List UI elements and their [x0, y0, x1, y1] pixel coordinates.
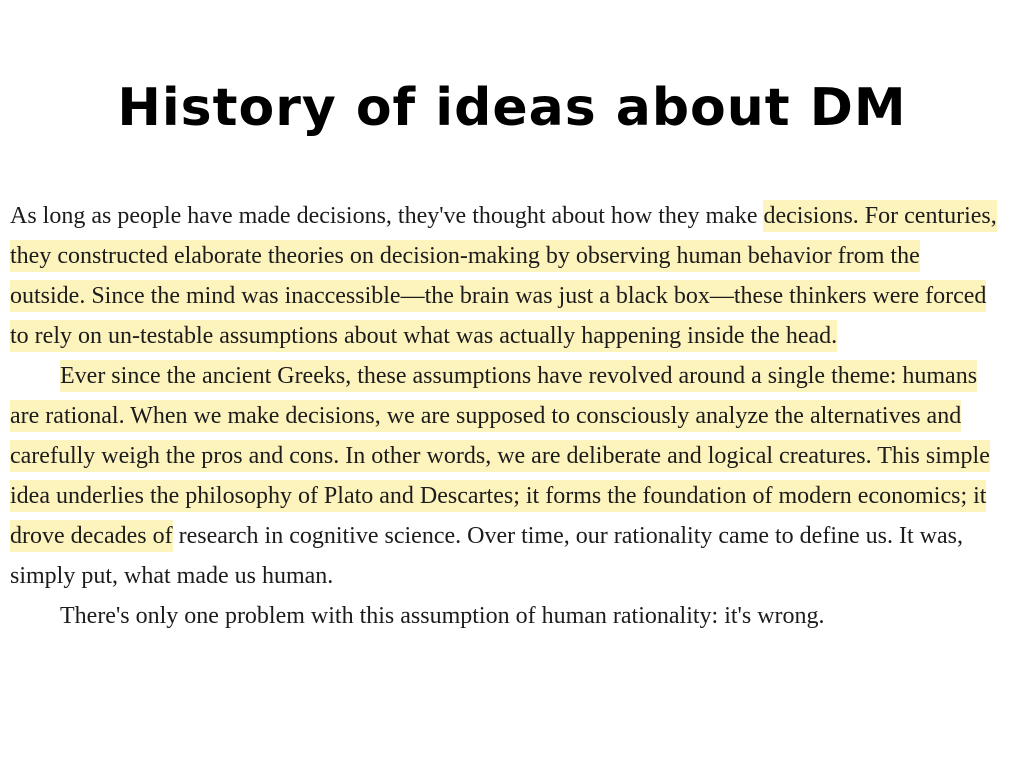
plain-text: research in cognitive science. Over time, our rationality came to define us. It was, [172, 523, 963, 549]
highlighted-text: decisions. For centuries, [763, 200, 996, 232]
book-excerpt [10, 196, 1015, 636]
excerpt-line [10, 316, 1015, 356]
highlighted-text: carefully weigh the pros and cons. In other words, we are deliberate and logical creatures. This simple [10, 440, 990, 472]
excerpt-line [10, 476, 1015, 516]
excerpt-line [10, 356, 1015, 396]
highlighted-text: Ever since the ancient Greeks, these assumptions have revolved around a single theme: humans [60, 360, 977, 392]
highlighted-text: drove decades of [10, 520, 173, 552]
excerpt-line [10, 556, 1015, 596]
excerpt-line [10, 436, 1015, 476]
excerpt-line [10, 516, 1015, 556]
highlighted-text: outside. Since the mind was inaccessible—the brain was just a black box—these thinkers were forced [10, 280, 986, 312]
plain-text: simply put, what made us human. [10, 563, 334, 589]
highlighted-text: idea underlies the philosophy of Plato and Descartes; it forms the foundation of modern economics; it [10, 480, 986, 512]
excerpt-line [10, 396, 1015, 436]
excerpt-line [10, 596, 1015, 636]
excerpt-line [10, 196, 1015, 236]
highlighted-text: are rational. When we make decisions, we are supposed to consciously analyze the alternatives and [10, 400, 961, 432]
plain-text: As long as people have made decisions, they've thought about how they make [10, 203, 764, 229]
plain-text: There's only one problem with this assumption of human rationality: it's wrong. [60, 603, 825, 629]
highlighted-text: to rely on un-testable assumptions about what was actually happening inside the head. [10, 320, 837, 352]
slide-title: History of ideas about DM [117, 78, 907, 138]
excerpt-line [10, 276, 1015, 316]
highlighted-text: they constructed elaborate theories on decision-making by observing human behavior from the [10, 240, 920, 272]
excerpt-line [10, 236, 1015, 276]
